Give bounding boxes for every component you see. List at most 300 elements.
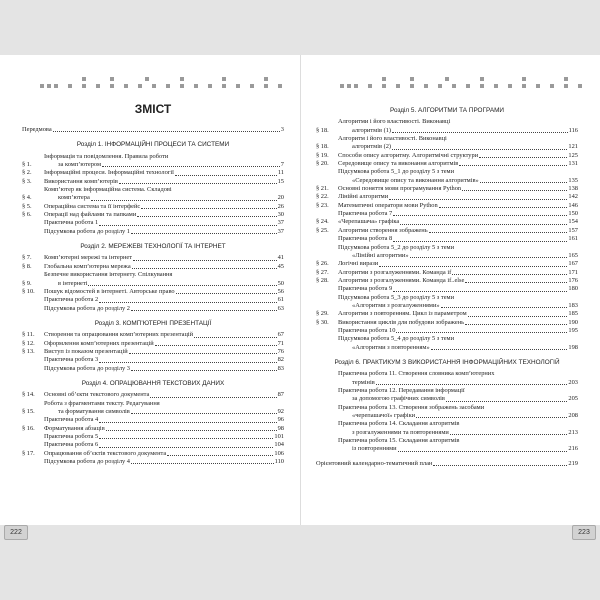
toc-text: Практична робота 13. Створення зображень засобами bbox=[338, 403, 485, 411]
dot-leader bbox=[102, 166, 280, 167]
toc-entry[interactable] bbox=[22, 450, 284, 458]
toc-page: 104 bbox=[274, 441, 284, 449]
toc-entry[interactable] bbox=[22, 365, 284, 373]
toc-paragraph-number: § 2. bbox=[22, 169, 32, 177]
dot-leader bbox=[155, 345, 277, 346]
toc-entry[interactable] bbox=[22, 296, 284, 304]
dot-leader bbox=[132, 268, 277, 269]
dot-leader bbox=[167, 455, 273, 456]
toc-entry[interactable] bbox=[22, 203, 284, 211]
toc-paragraph-number: § 1. bbox=[22, 161, 32, 169]
toc-page: 11 bbox=[277, 169, 284, 177]
toc-text: Орієнтовний календарно-тематичний план bbox=[316, 459, 433, 467]
decorative-square bbox=[110, 77, 114, 81]
dot-leader bbox=[131, 310, 277, 311]
toc-paragraph-number: § 8. bbox=[22, 262, 32, 270]
dot-leader bbox=[131, 370, 277, 371]
toc-paragraph-number: § 25. bbox=[316, 226, 329, 234]
toc-text: «Алгоритми з повторенням» bbox=[352, 343, 430, 351]
decorative-square bbox=[194, 84, 198, 88]
dot-leader bbox=[465, 282, 567, 283]
toc-entry[interactable] bbox=[316, 210, 578, 218]
toc-entry[interactable] bbox=[316, 310, 578, 318]
dot-leader bbox=[465, 324, 567, 325]
toc-entry[interactable] bbox=[22, 228, 284, 236]
decorative-square bbox=[236, 84, 240, 88]
toc-entry[interactable] bbox=[316, 118, 578, 135]
decorative-square bbox=[354, 84, 358, 88]
toc-text: Логічні вирази bbox=[338, 260, 379, 268]
toc-page: 154 bbox=[568, 218, 578, 226]
decorative-square bbox=[452, 84, 456, 88]
toc-intro[interactable] bbox=[22, 126, 284, 134]
toc-page: 167 bbox=[568, 260, 578, 268]
toc-text: в інтернеті bbox=[58, 279, 88, 287]
dot-leader bbox=[452, 274, 567, 275]
toc-page: 138 bbox=[568, 185, 578, 193]
toc-text: Практична робота 1 bbox=[44, 219, 99, 227]
toc-page: 157 bbox=[568, 226, 578, 234]
decorative-square bbox=[180, 84, 184, 88]
toc-entry[interactable] bbox=[22, 178, 284, 186]
toc-page: 82 bbox=[277, 356, 284, 364]
toc-entry[interactable] bbox=[316, 235, 578, 243]
toc-entry[interactable] bbox=[22, 263, 284, 271]
toc-entry[interactable] bbox=[316, 420, 578, 437]
decorative-square bbox=[82, 77, 86, 81]
toc-entry[interactable] bbox=[22, 331, 284, 339]
toc-text: Алгоритми з розгалуженнями. Команда if..else bbox=[338, 276, 465, 284]
left-page bbox=[22, 96, 284, 466]
toc-entry[interactable] bbox=[316, 370, 578, 387]
toc-text: Практична робота 9 bbox=[338, 285, 393, 293]
decorative-square bbox=[47, 84, 51, 88]
toc-text: «Черепашача» графіка bbox=[338, 218, 400, 226]
toc-page: 190 bbox=[568, 318, 578, 326]
section-heading: Розділ 4. ОПРАЦЮВАННЯ ТЕКСТОВИХ ДАНИХ bbox=[81, 379, 225, 387]
toc-page: 92 bbox=[277, 407, 284, 415]
toc-text: Підсумкова робота 5_4 до розділу 5 з теми bbox=[338, 335, 454, 343]
bottom-margin bbox=[0, 525, 600, 600]
toc-page: 165 bbox=[568, 251, 578, 259]
dot-leader bbox=[393, 241, 567, 242]
toc-text: Комп’ютер як інформаційна система. Складові bbox=[44, 186, 172, 194]
toc-text: Підсумкова робота до розділу 3 bbox=[44, 364, 130, 372]
toc-page: 45 bbox=[277, 262, 284, 270]
toc-text: «Середовище опису та виконання алгоритмів» bbox=[352, 176, 479, 184]
toc-text: Створення та опрацювання комп’ютерних презентацій bbox=[44, 331, 194, 339]
toc-text: Глобальна комп’ютерна мережа bbox=[44, 262, 131, 270]
toc-paragraph-number: § 13. bbox=[22, 347, 35, 355]
toc-text: Практична робота 12. Передавання інформації bbox=[338, 387, 465, 394]
decorative-square bbox=[410, 77, 414, 81]
toc-entry[interactable] bbox=[316, 260, 578, 268]
toc-text: Передмова bbox=[22, 126, 52, 133]
dot-leader bbox=[376, 384, 568, 385]
decorative-square bbox=[180, 77, 184, 81]
toc-page: 3 bbox=[280, 126, 284, 133]
toc-text: «Лінійні алгоритми» bbox=[352, 251, 409, 259]
toc-footer-item[interactable] bbox=[316, 460, 578, 468]
dot-leader bbox=[91, 200, 277, 201]
toc-entry[interactable] bbox=[22, 153, 284, 170]
toc-text: алгоритмів (1) bbox=[352, 126, 392, 134]
decorative-square bbox=[382, 84, 386, 88]
toc-page: 61 bbox=[277, 296, 284, 304]
toc-entry[interactable] bbox=[316, 294, 578, 311]
toc-page: 208 bbox=[568, 412, 578, 420]
toc-text: Інформація та повідомлення. Правила роботи bbox=[44, 152, 169, 160]
toc-text: з розгалуженнями та повтореннями bbox=[352, 428, 449, 436]
toc-text: Математичні оператори мови Python bbox=[338, 201, 438, 209]
toc-page: 67 bbox=[277, 331, 284, 339]
right-sections bbox=[316, 107, 578, 454]
toc-entry[interactable] bbox=[316, 185, 578, 193]
toc-entry[interactable] bbox=[316, 152, 578, 160]
toc-text: Основні об’єкти текстового документа bbox=[44, 391, 150, 399]
toc-entry[interactable] bbox=[22, 271, 284, 288]
toc-entry[interactable] bbox=[316, 168, 578, 185]
decorative-square bbox=[536, 84, 540, 88]
toc-text: Операційна система та її інтерфейс bbox=[44, 202, 141, 210]
decorative-square bbox=[480, 84, 484, 88]
toc-paragraph-number: § 27. bbox=[316, 268, 329, 276]
toc-entry[interactable] bbox=[316, 277, 578, 285]
toc-text: Опрацювання об’єктів текстового документа bbox=[44, 449, 167, 457]
toc-text: Практична робота 8 bbox=[338, 235, 393, 243]
dot-leader bbox=[194, 337, 277, 338]
dot-leader bbox=[99, 422, 276, 423]
toc-text: Підсумкова робота 5_3 до розділу 5 з теми bbox=[338, 293, 454, 301]
dot-leader bbox=[106, 430, 277, 431]
toc-page: 20 bbox=[277, 194, 284, 202]
left-sections bbox=[22, 141, 284, 466]
dot-leader bbox=[99, 362, 276, 363]
toc-page: 26 bbox=[277, 202, 284, 210]
toc-text: Лінійні алгоритми bbox=[338, 193, 389, 201]
toc-text: Оформлення комп’ютерних презентацій bbox=[44, 339, 154, 347]
decorative-square bbox=[250, 84, 254, 88]
toc-paragraph-number: § 29. bbox=[316, 310, 329, 318]
toc-page: 110 bbox=[274, 458, 284, 466]
top-margin bbox=[0, 0, 600, 55]
toc-page: 56 bbox=[277, 287, 284, 295]
toc-text: Підсумкова робота 5_2 до розділу 5 з теми bbox=[338, 243, 454, 251]
toc-entry[interactable] bbox=[316, 387, 578, 404]
toc-page: 7 bbox=[280, 161, 284, 169]
toc-entry[interactable] bbox=[22, 254, 284, 262]
toc-text: Підсумкова робота до розділу 4 bbox=[44, 458, 130, 466]
toc-text: Практична робота 3 bbox=[44, 356, 99, 364]
toc-entry[interactable] bbox=[316, 437, 578, 454]
decorative-square bbox=[347, 84, 351, 88]
toc-text: Безпечне використання інтернету. Спілкування bbox=[44, 271, 173, 279]
toc-text: «черепашачої» графіки bbox=[352, 412, 416, 420]
toc-page: 216 bbox=[568, 445, 578, 453]
toc-entry[interactable] bbox=[316, 319, 578, 327]
toc-page: 71 bbox=[277, 339, 284, 347]
toc-text: Алгоритми створення зображень bbox=[338, 226, 428, 234]
toc-page: 83 bbox=[277, 364, 284, 372]
toc-entry[interactable] bbox=[316, 218, 578, 226]
dot-leader bbox=[393, 215, 567, 216]
toc-text: Підсумкова робота до розділу 1 bbox=[44, 227, 130, 235]
dot-leader bbox=[479, 157, 567, 158]
page-title: ЗМІСТ bbox=[134, 102, 172, 116]
page-number-left: 222 bbox=[4, 525, 28, 540]
dot-leader bbox=[439, 207, 568, 208]
dot-leader bbox=[431, 349, 568, 350]
dot-leader bbox=[392, 149, 567, 150]
toc-paragraph-number: § 17. bbox=[22, 449, 35, 457]
toc-text: Практична робота 14. Складання алгоритмів bbox=[338, 420, 460, 428]
toc-page: 63 bbox=[277, 304, 284, 312]
toc-page: 142 bbox=[568, 193, 578, 201]
toc-entry[interactable] bbox=[22, 340, 284, 348]
toc-page: 106 bbox=[274, 449, 284, 457]
decorative-square bbox=[96, 84, 100, 88]
dot-leader bbox=[150, 397, 276, 398]
decorative-square bbox=[508, 84, 512, 88]
toc-text: Використання циклів для побудови зображень bbox=[338, 318, 465, 326]
toc-page: 180 bbox=[568, 285, 578, 293]
toc-page: 37 bbox=[277, 227, 284, 235]
toc-page: 171 bbox=[568, 268, 578, 276]
toc-paragraph-number: § 16. bbox=[22, 424, 35, 432]
toc-entry[interactable] bbox=[316, 285, 578, 293]
toc-page: 203 bbox=[568, 378, 578, 386]
decorative-square bbox=[550, 84, 554, 88]
dot-leader bbox=[379, 266, 567, 267]
toc-text: Практична робота 10 bbox=[338, 326, 396, 334]
toc-entry[interactable] bbox=[22, 288, 284, 296]
decorative-square bbox=[278, 84, 282, 88]
toc-paragraph-number: § 28. bbox=[316, 276, 329, 284]
toc-text: Практична робота 15. Складання алгоритмів bbox=[338, 437, 460, 445]
toc-paragraph-number: § 3. bbox=[22, 177, 32, 185]
toc-text: та форматування символів bbox=[58, 407, 130, 415]
toc-entry[interactable] bbox=[316, 404, 578, 421]
toc-page: 101 bbox=[274, 433, 284, 440]
decorative-square bbox=[466, 84, 470, 88]
toc-entry[interactable] bbox=[316, 160, 578, 168]
toc-text: термінів bbox=[352, 378, 375, 386]
toc-page: 205 bbox=[568, 395, 578, 403]
toc-page: 41 bbox=[277, 254, 284, 262]
dot-leader bbox=[392, 132, 568, 133]
dot-leader bbox=[468, 316, 568, 317]
toc-entry[interactable] bbox=[316, 327, 578, 335]
toc-text: Основні поняття мови програмування Python bbox=[338, 185, 462, 193]
toc-page: 15 bbox=[277, 177, 284, 185]
toc-text: Середовище опису та виконання алгоритмів bbox=[338, 160, 459, 168]
toc-text: Пошук відомостей в інтернеті. Авторське право bbox=[44, 287, 175, 295]
toc-entry[interactable] bbox=[22, 416, 284, 424]
toc-text: Практична робота 6 bbox=[44, 441, 99, 449]
dot-leader bbox=[393, 291, 567, 292]
dot-leader bbox=[137, 216, 276, 217]
toc-text: Робота з фрагментами тексту. Редагування bbox=[44, 399, 160, 407]
toc-text: Алгоритми з розгалуженнями. Команда if bbox=[338, 268, 452, 276]
toc-paragraph-number: § 19. bbox=[316, 151, 329, 159]
dot-leader bbox=[398, 451, 568, 452]
decorative-square bbox=[522, 77, 526, 81]
toc-entry[interactable] bbox=[22, 348, 284, 356]
toc-paragraph-number: § 18. bbox=[316, 143, 329, 151]
toc-paragraph-number: § 26. bbox=[316, 260, 329, 268]
toc-paragraph-number: § 7. bbox=[22, 254, 32, 262]
toc-paragraph-number: § 4. bbox=[22, 194, 32, 202]
dot-leader bbox=[131, 413, 277, 414]
dot-leader bbox=[416, 417, 567, 418]
dot-leader bbox=[99, 302, 276, 303]
toc-paragraph-number: § 20. bbox=[316, 160, 329, 168]
toc-paragraph-number: § 22. bbox=[316, 193, 329, 201]
toc-text: комп’ютера bbox=[58, 194, 90, 202]
decorative-square bbox=[208, 84, 212, 88]
decorative-square bbox=[396, 84, 400, 88]
decorative-square bbox=[222, 84, 226, 88]
toc-entry[interactable] bbox=[22, 219, 284, 227]
toc-text: Підсумкова робота до розділу 2 bbox=[44, 304, 130, 312]
toc-text: Алгоритми і його властивості. Виконавці bbox=[338, 118, 451, 126]
toc-text: алгоритмів (2) bbox=[352, 143, 392, 151]
dot-leader bbox=[389, 199, 567, 200]
toc-text: Підсумкова робота 5_1 до розділу 5 з теми bbox=[338, 168, 454, 176]
toc-entry[interactable] bbox=[316, 335, 578, 352]
toc-page: 195 bbox=[568, 326, 578, 334]
toc-entry[interactable] bbox=[22, 441, 284, 449]
toc-page: 131 bbox=[568, 160, 578, 168]
toc-page: 96 bbox=[277, 416, 284, 424]
decorative-square bbox=[145, 77, 149, 81]
toc-entry[interactable] bbox=[316, 202, 578, 210]
dot-leader bbox=[176, 293, 277, 294]
toc-page: 98 bbox=[277, 424, 284, 432]
dot-leader bbox=[133, 260, 277, 261]
section-heading: Розділ 1. ІНФОРМАЦІЙНІ ПРОЦЕСИ ТА СИСТЕМИ bbox=[76, 141, 230, 149]
toc-paragraph-number: § 18. bbox=[316, 126, 329, 134]
dot-leader bbox=[175, 175, 277, 176]
dot-leader bbox=[99, 438, 273, 439]
toc-entry[interactable] bbox=[22, 400, 284, 417]
toc-page: 213 bbox=[568, 428, 578, 436]
toc-entry[interactable] bbox=[22, 211, 284, 219]
toc-paragraph-number: § 23. bbox=[316, 201, 329, 209]
toc-entry[interactable] bbox=[316, 193, 578, 201]
dot-leader bbox=[99, 225, 276, 226]
toc-paragraph-number: § 6. bbox=[22, 211, 32, 219]
toc-entry[interactable] bbox=[22, 186, 284, 203]
decorative-square bbox=[40, 84, 44, 88]
toc-text: Виступ із показом презентацій bbox=[44, 347, 128, 355]
decorative-square bbox=[410, 84, 414, 88]
decorative-square bbox=[564, 77, 568, 81]
toc-entry[interactable] bbox=[22, 356, 284, 364]
dot-leader bbox=[99, 447, 273, 448]
toc-page: 146 bbox=[568, 201, 578, 209]
toc-page: 50 bbox=[277, 279, 284, 287]
decorative-square bbox=[578, 84, 582, 88]
toc-page: 87 bbox=[277, 391, 284, 399]
toc-page: 183 bbox=[568, 301, 578, 309]
dot-leader bbox=[459, 165, 567, 166]
toc-text: Алгоритм і його властивості. Виконавці bbox=[338, 135, 447, 143]
section-heading: Розділ 6. ПРАКТИКУМ З ВИКОРИСТАННЯ ІНФОРМАЦІЙНИХ ТЕХНОЛОГІЙ bbox=[334, 358, 560, 366]
toc-entry[interactable] bbox=[22, 425, 284, 433]
toc-page: 176 bbox=[568, 276, 578, 284]
dot-leader bbox=[441, 307, 568, 308]
decorative-square bbox=[340, 84, 344, 88]
toc-text: Практична робота 7 bbox=[338, 210, 393, 218]
toc-text: за комп’ютером bbox=[58, 161, 102, 169]
page-number-right: 223 bbox=[572, 525, 596, 540]
toc-text: Алгоритми з повторенням. Цикл із параметром bbox=[338, 310, 467, 318]
toc-paragraph-number: § 21. bbox=[316, 185, 329, 193]
decorative-square bbox=[522, 84, 526, 88]
toc-entry[interactable] bbox=[22, 458, 284, 466]
decorative-square bbox=[222, 77, 226, 81]
dot-leader bbox=[450, 434, 568, 435]
toc-page: 161 bbox=[568, 235, 578, 243]
toc-page: 76 bbox=[277, 347, 284, 355]
toc-paragraph-number: § 24. bbox=[316, 218, 329, 226]
section-heading: Розділ 3. КОМП’ЮТЕРНІ ПРЕЗЕНТАЦІЇ bbox=[94, 319, 212, 327]
page-gutter bbox=[300, 55, 301, 525]
decorative-square bbox=[382, 77, 386, 81]
dot-leader bbox=[131, 463, 274, 464]
toc-entry[interactable] bbox=[22, 433, 284, 441]
toc-entry[interactable] bbox=[316, 269, 578, 277]
dot-leader bbox=[429, 232, 568, 233]
decorative-square bbox=[264, 84, 268, 88]
decorative-square bbox=[138, 84, 142, 88]
toc-text: Використання комп’ютерів bbox=[44, 177, 118, 185]
toc-page: 135 bbox=[568, 176, 578, 184]
toc-text: Практична робота 5 bbox=[44, 433, 99, 440]
toc-entry[interactable] bbox=[22, 305, 284, 313]
toc-entry[interactable] bbox=[316, 244, 578, 261]
toc-entry[interactable] bbox=[22, 169, 284, 177]
toc-text: Інформаційні процеси. Інформаційні технології bbox=[44, 169, 174, 177]
toc-page: 125 bbox=[568, 151, 578, 159]
toc-text: Способи опису алгоритму. Алгоритмічні структури bbox=[338, 151, 479, 159]
decorative-square bbox=[445, 77, 449, 81]
decorative-square bbox=[54, 84, 58, 88]
toc-page: 150 bbox=[568, 210, 578, 218]
toc-text: за допомогою графічних символів bbox=[352, 395, 445, 403]
decorative-square bbox=[424, 84, 428, 88]
toc-text: Практична робота 11. Створення словника комп’ютерних bbox=[338, 370, 495, 378]
toc-text: Практична робота 4 bbox=[44, 416, 99, 424]
toc-entry[interactable] bbox=[22, 391, 284, 399]
toc-paragraph-number: § 5. bbox=[22, 202, 32, 210]
toc-paragraph-number: § 14. bbox=[22, 391, 35, 399]
decorative-square bbox=[152, 84, 156, 88]
toc-entry[interactable] bbox=[316, 227, 578, 235]
decorative-square bbox=[480, 77, 484, 81]
decorative-square bbox=[166, 84, 170, 88]
toc-text: Комп’ютерні мережі та інтернет bbox=[44, 254, 132, 262]
decorative-square bbox=[438, 84, 442, 88]
toc-paragraph-number: § 9. bbox=[22, 279, 32, 287]
toc-page: 185 bbox=[568, 310, 578, 318]
dot-leader bbox=[446, 401, 567, 402]
toc-entry[interactable] bbox=[316, 135, 578, 152]
dot-leader bbox=[396, 332, 567, 333]
toc-page: 121 bbox=[568, 143, 578, 151]
dot-leader bbox=[410, 257, 568, 258]
